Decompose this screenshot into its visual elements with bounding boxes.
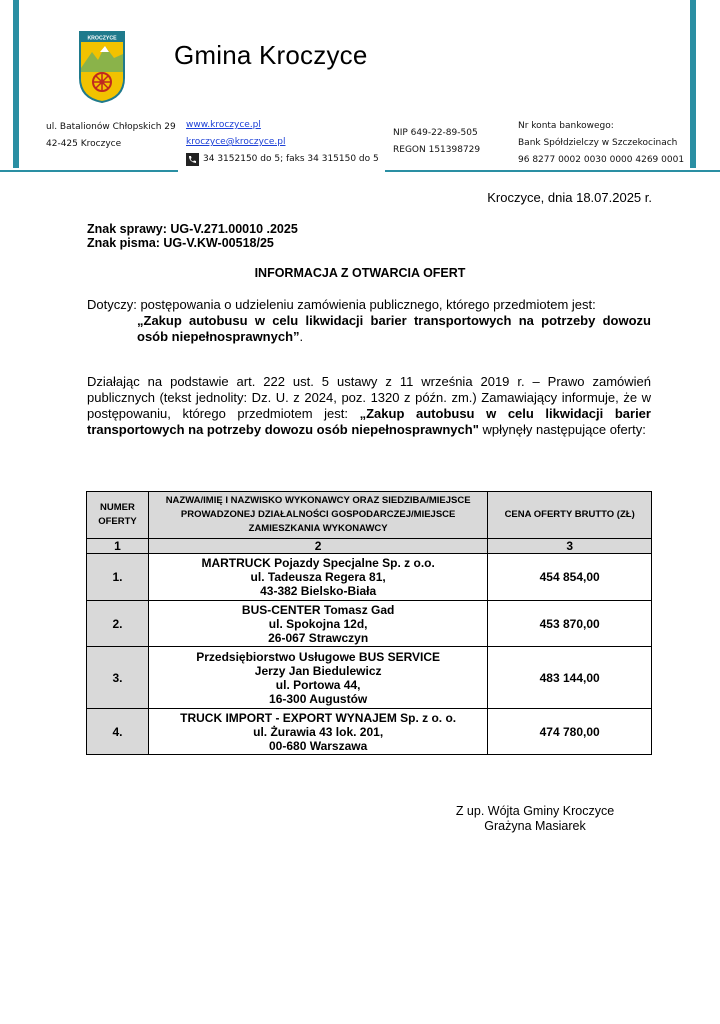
contractor-cell (148, 554, 487, 601)
body-text-part1: Działając na podstawie art. 222 ust. 5 ustawy z 11 września 2019 r. – Prawo zamówień publicznych (tekst jednolity: Dz. U. z 2024, poz. 1320 z późn. zm.) Zamawiający informuje, że w postępowaniu, którego przedmiotem jest: (87, 374, 651, 421)
signature-block (440, 804, 630, 834)
signature-title: Z up. Wójta Gminy Kroczyce (455, 804, 615, 818)
column-number: 2 (148, 539, 487, 554)
signature-name: Grażyna Masiarek (484, 819, 586, 833)
offer-number: 3. (87, 647, 149, 709)
tax-ids (393, 125, 480, 159)
right-accent-bar (690, 0, 696, 168)
bank-label: Nr konta bankowego: (518, 121, 614, 131)
body-subject-title: „Zakup autobusu w celu likwidacji barier transportowych na potrzeby dowozu osób niepełnosprawnych" (87, 406, 651, 437)
contractor-line: ul. Żurawia 43 lok. 201, (253, 724, 384, 739)
offer-price: 453 870,00 (488, 601, 652, 647)
header-divider-right (385, 170, 720, 172)
contractor-line: ul. Tadeusza Regera 81, (250, 570, 386, 584)
column-header-number: NUMER OFERTY (87, 492, 149, 539)
table-row (87, 709, 652, 755)
contact-block (186, 117, 379, 168)
offer-price: 454 854,00 (488, 554, 652, 601)
contractor-cell (148, 709, 487, 755)
column-number: 1 (87, 539, 149, 554)
table-row (87, 647, 652, 709)
contractor-line: 26-067 Strawczyn (268, 630, 369, 645)
document-heading: INFORMACJA Z OTWARCIA OFERT (254, 266, 466, 280)
reference-numbers (87, 222, 298, 250)
table-row (87, 554, 652, 601)
contractor-line: 43-382 Bielsko-Biała (260, 584, 377, 598)
address-line: ul. Batalionów Chłopskich 29 (46, 122, 176, 132)
offer-number: 2. (87, 601, 149, 647)
date-line: Kroczyce, dnia 18.07.2025 r. (487, 190, 652, 205)
contractor-line: ul. Spokojna 12d, (268, 616, 368, 631)
contractor-cell (148, 647, 487, 709)
left-accent-bar (13, 0, 19, 168)
column-header-contractor: NAZWA/IMIĘ I NAZWISKO WYKONAWCY ORAZ SIEDZIBA/MIEJSCE PROWADZONEJ DZIAŁALNOŚCI GOSPODARCZEJ/MIEJSCE ZAMIESZKANIA WYKONAWCY (148, 492, 487, 539)
contractor-line: Jerzy Jan Biedulewicz (254, 663, 382, 678)
offer-price: 483 144,00 (488, 647, 652, 709)
bank-name: Bank Spółdzielczy w Szczekocinach (518, 138, 678, 148)
nip-number: NIP 649-22-89-505 (393, 128, 478, 138)
email-link[interactable]: kroczyce@kroczyce.pl (186, 137, 286, 147)
contractor-cell (148, 601, 487, 647)
address-line: 42-425 Kroczyce (46, 139, 122, 149)
body-text-part2: wpłynęły następujące oferty: (482, 422, 646, 437)
website-link[interactable]: www.kroczyce.pl (186, 120, 261, 130)
subject-paragraph (87, 297, 651, 345)
bank-account-number: 96 8277 0002 0030 0000 4269 0001 (518, 155, 685, 165)
table-row (87, 601, 652, 647)
column-numbers-row (87, 539, 652, 554)
offer-price: 474 780,00 (488, 709, 652, 755)
case-number: Znak sprawy: UG-V.271.00010 .2025 (87, 222, 298, 236)
crest-label: KROCZYCE (87, 35, 117, 42)
municipality-title: Gmina Kroczyce (174, 40, 368, 70)
contractor-line: 00-680 Warszawa (269, 738, 368, 753)
offer-number: 1. (87, 554, 149, 601)
offer-number: 4. (87, 709, 149, 755)
subject-end: . (299, 329, 304, 344)
contractor-line: TRUCK IMPORT - EXPORT WYNAJEM Sp. z o. o. (180, 710, 457, 725)
column-number: 3 (488, 539, 652, 554)
contractor-line: BUS-CENTER Tomasz Gad (241, 602, 395, 617)
contractor-line: 16-300 Augustów (269, 691, 368, 706)
phone-fax-numbers: 34 3152150 do 5; faks 34 315150 do 5 (203, 154, 379, 164)
letter-number: Znak pisma: UG-V.KW-00518/25 (87, 236, 274, 250)
body-paragraph (87, 374, 651, 438)
contractor-line: Przedsiębiorstwo Usługowe BUS SERVICE (196, 649, 441, 664)
office-address (46, 119, 176, 153)
contractor-line: MARTRUCK Pojazdy Specjalne Sp. z o.o. (201, 556, 435, 570)
contractor-line: ul. Portowa 44, (275, 677, 361, 692)
phone-icon (186, 153, 199, 166)
column-header-price: CENA OFERTY BRUTTO (ZŁ) (488, 492, 652, 539)
offers-table (86, 491, 652, 755)
subject-prefix: Dotyczy: postępowania o udzieleniu zamówienia publicznego, którego przedmiotem jest: (87, 297, 596, 312)
table-header-row (87, 492, 652, 539)
subject-title: „Zakup autobusu w celu likwidacji barier transportowych na potrzeby dowozu osób niepełnosprawnych” (137, 313, 651, 344)
coat-of-arms-logo (78, 22, 126, 104)
regon-number: REGON 151398729 (393, 145, 481, 155)
bank-info (518, 118, 684, 169)
header-divider-left (0, 170, 178, 172)
